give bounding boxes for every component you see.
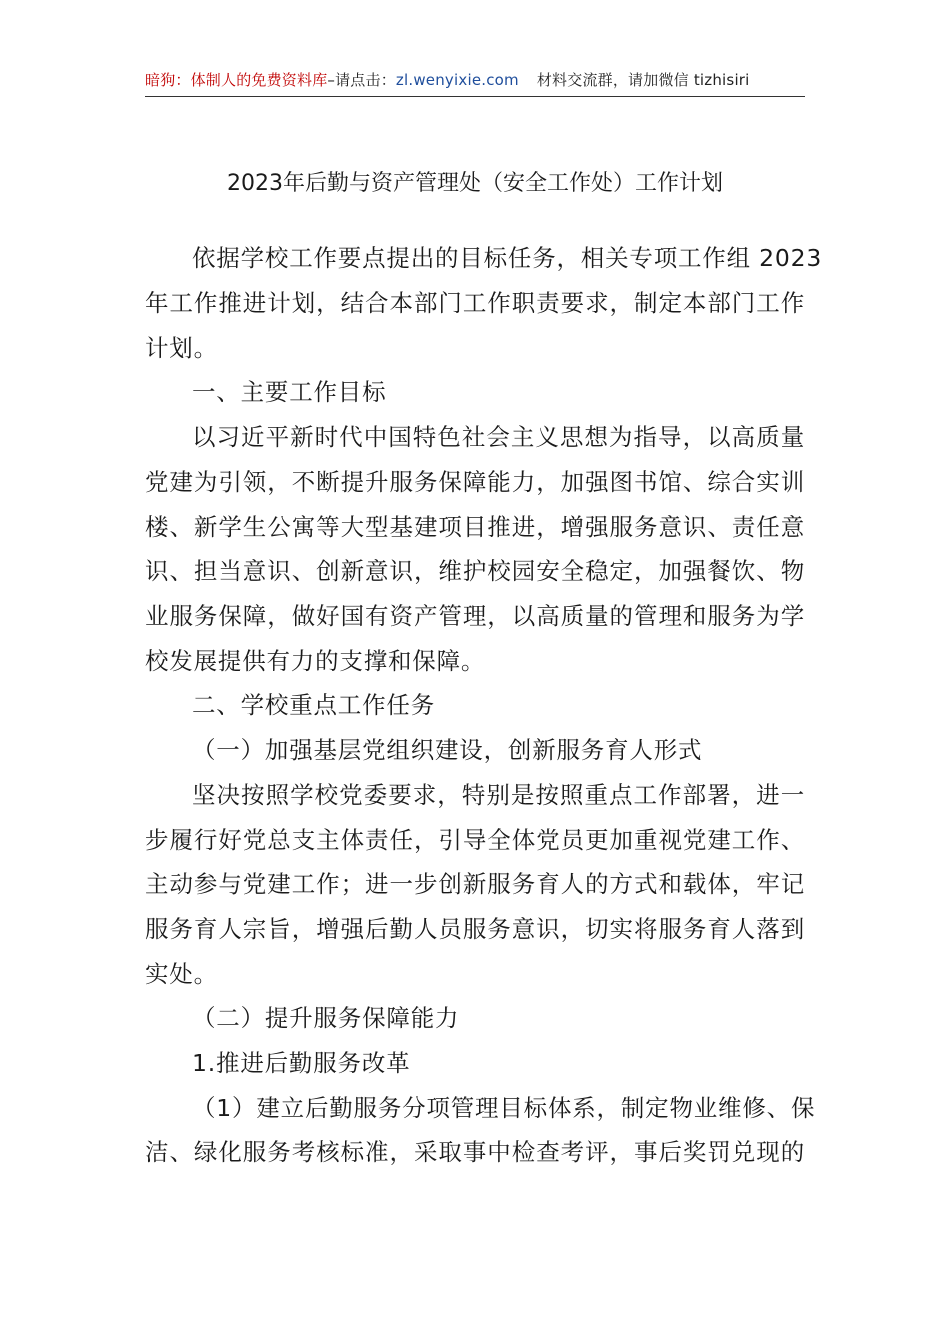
body-line: 计划。	[145, 334, 218, 362]
body-line: 以习近平新时代中国特色社会主义思想为指导，以高质量	[192, 423, 805, 451]
body-line: 服务育人宗旨，增强后勤人员服务意识，切实将服务育人落到	[145, 915, 805, 943]
document-header	[145, 66, 805, 97]
body-line: （1）建立后勤服务分项管理目标体系，制定物业维修、保	[192, 1094, 816, 1122]
body-line: 依据学校工作要点提出的目标任务，相关专项工作组 2023	[192, 244, 823, 272]
header-url-link[interactable]: zl.wenyixie.com	[395, 71, 519, 89]
body-line: 党建为引领，不断提升服务保障能力，加强图书馆、综合实训	[145, 468, 805, 496]
body-line: 识、担当意识、创新意识，维护校园安全稳定，加强餐饮、物	[145, 557, 805, 585]
subsection-heading: （二）提升服务保障能力	[192, 1004, 460, 1032]
body-line: 业服务保障，做好国有资产管理，以高质量的管理和服务为学	[145, 602, 805, 630]
body-line: 洁、绿化服务考核标准，采取事中检查考评，事后奖罚兑现的	[145, 1138, 805, 1166]
header-click-prefix: –请点击：	[327, 71, 396, 89]
body-line: 楼、新学生公寓等大型基建项目推进，增强服务意识、责任意	[145, 513, 805, 541]
body-line: 校发展提供有力的支撑和保障。	[145, 647, 486, 675]
body-line: 年工作推进计划，结合本部门工作职责要求，制定本部门工作	[145, 289, 805, 317]
header-contact: 材料交流群，请加微信 tizhisiri	[536, 71, 750, 89]
document-title: 2023年后勤与资产管理处（安全工作处）工作计划	[227, 171, 723, 196]
section-heading: 一、主要工作目标	[192, 378, 387, 406]
body-line: 步履行好党总支主体责任，引导全体党员更加重视党建工作、	[145, 826, 805, 854]
body-line: 坚决按照学校党委要求，特别是按照重点工作部署，进一	[192, 781, 805, 809]
header-brand: 暗狗：体制人的免费资料库	[145, 71, 328, 89]
section-heading: 二、学校重点工作任务	[192, 691, 435, 719]
subsection-heading: （一）加强基层党组织建设，创新服务育人形式	[192, 736, 703, 764]
body-line: 实处。	[145, 960, 218, 988]
item-heading: 1.推进后勤服务改革	[192, 1049, 411, 1077]
body-line: 主动参与党建工作；进一步创新服务育人的方式和载体，牢记	[145, 870, 805, 898]
